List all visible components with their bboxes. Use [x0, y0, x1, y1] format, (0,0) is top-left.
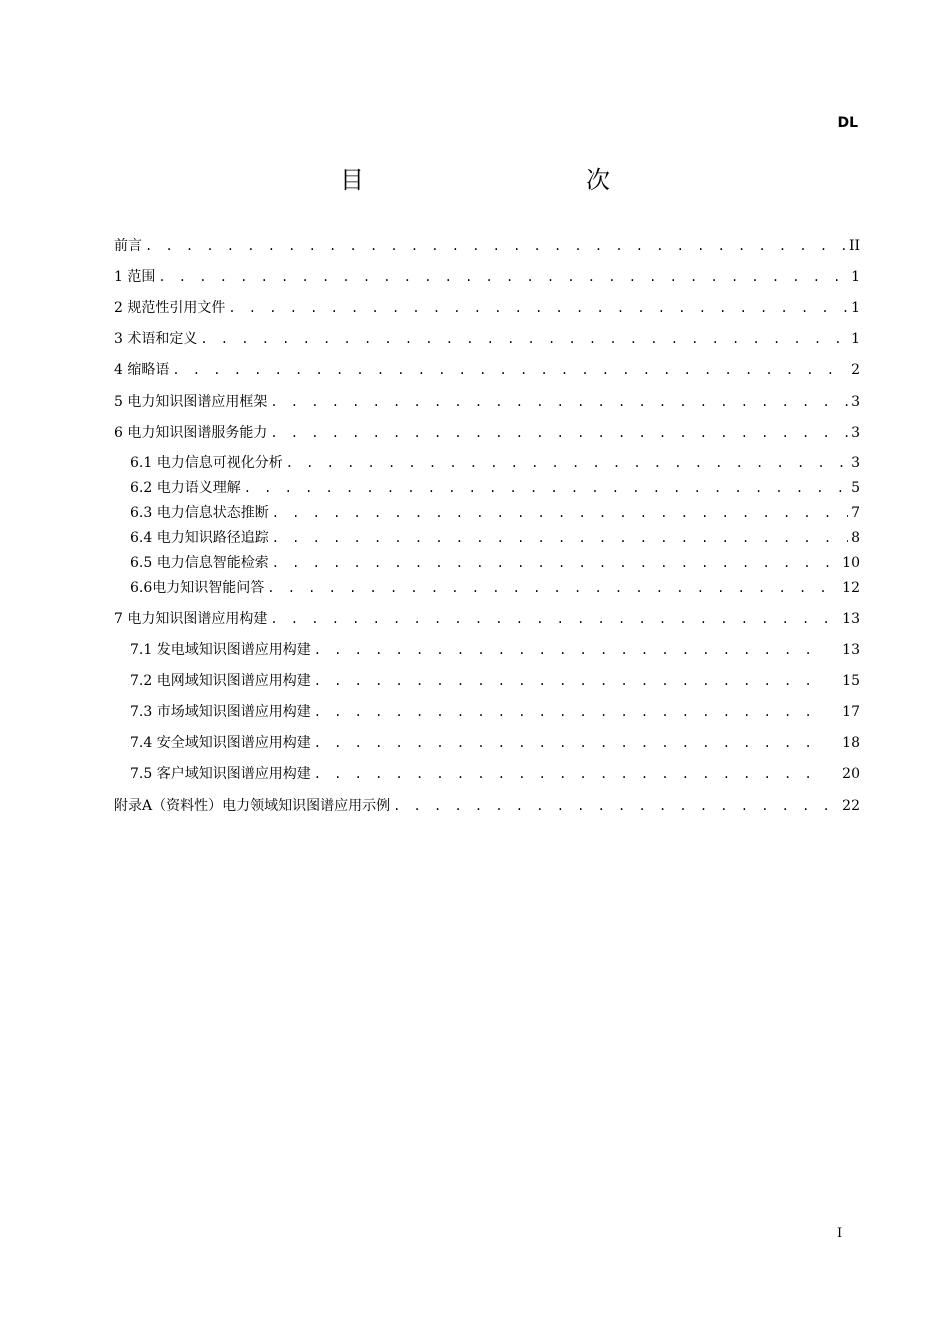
toc-entry-label: 6.5 电力信息智能检索 — [130, 555, 269, 571]
toc-entry-label: 7.1 发电域知识图谱应用构建 — [130, 642, 311, 658]
page-number: I — [837, 1226, 843, 1241]
toc-entry-label: 7.5 客户域知识图谱应用构建 — [130, 766, 311, 782]
toc-leader — [228, 299, 848, 317]
toc-leader — [272, 554, 839, 572]
toc-entry-label: 7.4 安全域知识图谱应用构建 — [130, 735, 311, 751]
toc-entry-page: 13 — [842, 642, 860, 658]
toc-leader — [286, 454, 848, 472]
header-code: DL — [837, 115, 858, 131]
toc-entry-7-4[interactable] — [130, 734, 860, 752]
toc-entry-page: 3 — [851, 455, 860, 471]
toc-entry-1[interactable] — [114, 268, 860, 286]
toc-entry-label: 4 缩略语 — [114, 362, 170, 378]
toc-entry-label: 7.2 电网域知识图谱应用构建 — [130, 673, 311, 689]
toc-entry-page: 18 — [842, 735, 860, 751]
toc-entry-label: 6.6电力知识智能问答 — [130, 580, 265, 596]
toc-leader — [200, 330, 848, 348]
toc-entry-page: 15 — [842, 673, 860, 689]
toc-entry-6-5[interactable] — [130, 554, 860, 572]
toc-leader — [244, 479, 848, 497]
toc-entry-label: 前言 — [114, 238, 142, 254]
toc-entry-page: 3 — [851, 425, 860, 441]
toc-entry-page: 13 — [842, 611, 860, 627]
toc-entry-page: 1 — [851, 331, 860, 347]
toc-entry-3[interactable] — [114, 330, 860, 348]
toc-entry-6-6[interactable] — [130, 579, 860, 597]
toc-entry-7-2[interactable] — [130, 672, 860, 690]
toc-entry-label: 6.3 电力信息状态推断 — [130, 505, 269, 521]
toc-entry-page: 3 — [851, 394, 860, 410]
toc-entry-page: 10 — [842, 555, 860, 571]
toc-entry-label: 6.1 电力信息可视化分析 — [130, 455, 283, 471]
toc-entry-7-3[interactable] — [130, 703, 860, 721]
toc-leader — [314, 672, 822, 690]
toc-entry-label: 6.2 电力语义理解 — [130, 480, 241, 496]
toc-entry-page: 8 — [851, 530, 860, 546]
toc-entry-7-5[interactable] — [130, 765, 860, 783]
toc-entry-page: 1 — [851, 269, 860, 285]
toc-leader — [267, 579, 839, 597]
toc-entry-page: 12 — [842, 580, 860, 596]
toc-entry-6-3[interactable] — [130, 504, 860, 522]
toc-entry-foreword[interactable] — [114, 237, 860, 255]
toc-leader — [314, 734, 822, 752]
toc-leader — [172, 361, 848, 379]
toc-entry-6-2[interactable] — [130, 479, 860, 497]
toc-title: 目 次 — [340, 166, 668, 194]
toc-entry-7-1[interactable] — [130, 641, 860, 659]
toc-entry-page: 5 — [851, 480, 860, 496]
toc-entry-label: 6.4 电力知识路径追踪 — [130, 530, 269, 546]
toc-entry-page: 22 — [842, 798, 860, 814]
toc-entry-page: 17 — [842, 704, 860, 720]
toc-leader — [272, 504, 848, 522]
toc-entry-6-1[interactable] — [130, 454, 860, 472]
toc-entry-label: 2 规范性引用文件 — [114, 300, 226, 316]
toc-leader — [270, 610, 839, 628]
toc-entry-label: 5 电力知识图谱应用框架 — [114, 394, 268, 410]
toc-entry-page: 1 — [851, 300, 860, 316]
toc-entry-4[interactable] — [114, 361, 860, 379]
toc-entry-5[interactable] — [114, 393, 860, 411]
toc-entry-appendix-a[interactable] — [114, 797, 860, 815]
toc-leader — [270, 424, 848, 442]
toc-entry-2[interactable] — [114, 299, 860, 317]
toc-leader — [158, 268, 848, 286]
toc-entry-label: 1 范围 — [114, 269, 156, 285]
toc-entry-6-4[interactable] — [130, 529, 860, 547]
toc-leader — [314, 641, 822, 659]
toc-entry-label: 7 电力知识图谱应用构建 — [114, 611, 268, 627]
toc-entry-label: 7.3 市场域知识图谱应用构建 — [130, 704, 311, 720]
toc-entry-page: 20 — [842, 766, 860, 782]
toc-leader — [393, 797, 839, 815]
toc-entry-label: 附录A（资料性）电力领域知识图谱应用示例 — [114, 798, 391, 814]
toc-entry-label: 6 电力知识图谱服务能力 — [114, 425, 268, 441]
toc-entry-7[interactable] — [114, 610, 860, 628]
toc-leader — [272, 529, 848, 547]
toc-leader — [314, 703, 822, 721]
toc-entry-6[interactable] — [114, 424, 860, 442]
toc-leader — [314, 765, 822, 783]
toc-entry-page: 7 — [851, 505, 860, 521]
toc-leader — [145, 237, 846, 255]
toc-entry-page: 2 — [851, 362, 860, 378]
toc-leader — [270, 393, 848, 411]
toc-entry-label: 3 术语和定义 — [114, 331, 198, 347]
toc-entry-page: II — [848, 238, 860, 254]
